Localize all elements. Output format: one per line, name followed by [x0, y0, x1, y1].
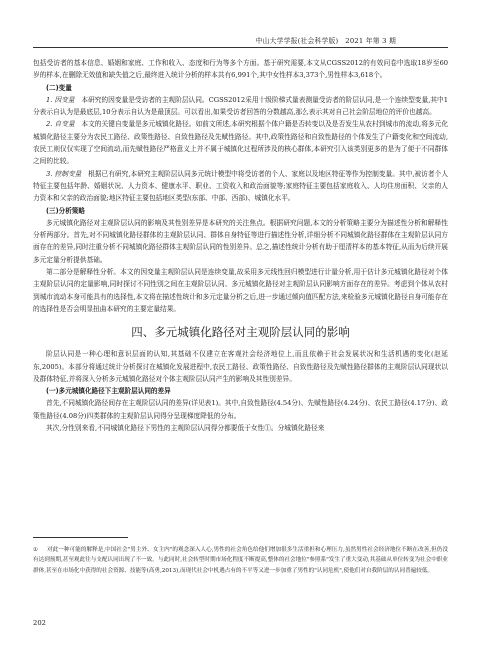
main-content [33, 57, 448, 434]
text-dependent-variable: 本研究的因变量是受访者的主观阶层认同。CGSS2012采用十级阶梯式量表测量受访者的阶层认同,是一个连续型变量,其中1分表示自认为是最底层,10分表示自认为是最顶层。可以看出,如果受访者回答的分数越高,那么表示其对自己社会阶层地位的评价也越高。 [33, 95, 448, 117]
paragraph-differences: 首先,不同城镇化路径间存在主观阶层认同的差异(详见表1)。其中,自致性路径(4.54分)、先赋性路径(4.24分)、农民工路径(4.17分)、政策性路径(4.08分)四类群体的主观阶层认同得分呈现梯度降低的分布。 [33, 399, 448, 420]
header-divider [33, 47, 448, 48]
page-number: 202 [33, 619, 46, 627]
text-independent-variable: 本文的关键自变量是多元城镇化路径。如前文所述,本研究根据个体户籍是否转变以及是否发生从农村到城市的流动,将多元化城镇化路径主要分为农民工路径、政策性路径、自致性路径及先赋性路径。其中,政策性路径和自致性路径的个体发生了户籍变化和空间流动,农民工则仅仅实现了空间流动,而先赋性路径严格意义上并不属于城镇化过程所涉及的核心群体,本研究引入该类别更多的是为了便于不同群体之间的比较。 [33, 120, 449, 166]
running-header: 中山大学学报(社会科学版) 2021 年第 3 期 [255, 37, 396, 45]
lead-independent-variable: 2. 自变量 [46, 120, 75, 129]
paragraph-section-intro: 阶层认同是一种心理和意识层面的认知,其基础不仅建立在客观社会经济地位上,而且依赖于社会发展状况和生活机遇的变化(赵延东,2005)。本部分将通过统计分析探讨在城镇化发展进程中,农民工路径、政策性路径、自致性路径及先赋性路径群体的主观阶层认同现状以及群体特征,并将深入分析多元城镇化路径对个体主观阶层认同产生的影响及其性别差异。 [33, 350, 448, 383]
paragraph-gender: 其次,分性别来看,不同城镇化路径下男性的主观阶层认同得分都要低于女性①。分城镇化路径来 [46, 424, 325, 433]
lead-dependent-variable: 1. 因变量 [46, 95, 75, 104]
footnote [33, 545, 448, 576]
paragraph-strategy-1: 多元城镇化路径对主观阶层认同的影响及其性别差异是本研究的关注焦点。根据研究问题,本文的分析策略主要分为描述性分析和解释性分析两部分。首先,对不同城镇化路径群体的主观阶层认同、群体自身特征等进行描述性分析,详细分析不同城镇化路径群体在主观阶层认同方面存在的差异,同时注重分析不同城镇化路径群体主观阶层认同的性别差异。总之,描述性统计分析有助于厘清样本的基本特征,从而为后续开展多元定量分析提供基础。 [33, 218, 448, 264]
paragraph-dependent-variable [33, 94, 448, 119]
subheading-differences: (一)多元城镇化路径下主观阶层认同的差异 [46, 387, 171, 396]
paragraph-control-variables [33, 168, 448, 205]
section-title: 四、多元城镇化路径对主观阶层认同的影响 [131, 325, 350, 340]
paragraph-sample: 包括受访者的基本信息、婚姻和家庭、工作和收入、态度和行为等多个方面。基于研究需要,本文从CGSS2012的有效问卷中选取18岁至60岁的样本,在删除无效值和缺失值之后,最终进入统计分析的样本共有6,991个,其中女性样本3,373个,男性样本3,618个。 [33, 59, 448, 80]
text-control-variables: 根据已有研究,本研究主观阶层认同多元统计模型中将受访者的个人、家庭以及地区特征等作为控制变量。其中,被访者个人特征主要包括年龄、婚姻状况、人力资本、健康水平、职业、工资收入和政治面貌等;家庭特征主要包括家庭收入、人均住房面积、父亲的人力资本和父亲的政治面貌;地区特征主要包括地区类型(东部、中部、西部)、城镇化水平。 [33, 169, 449, 203]
footnote-text: 对此一种可能的解释是,中国社会"男主外、女主内"的观念深入人心,男性的社会角色给他们增加很多生活重担和心理压力,虽然男性社会经济地位不断在改善,但仍没有达到预期,甚至观此往与支配认同出现了不一致。与此同时,社会转型时期市场化程度不断提高,整体的社会地位"参照系"发生了重大变动,其基础从单位转变为社会中职业群体,甚至在市场化中获得的社会资源、技能等(高勇,2013),而现代社会中机遇占有的不平等又进一步加重了男性的"认同危机",使他们对自我阶层的认同普遍较低。 [33, 547, 449, 574]
footnote-divider [33, 537, 128, 538]
subheading-variables: (二)变量 [46, 83, 72, 92]
footnote-mark: ① [33, 547, 39, 553]
paragraph-independent-variable [33, 118, 448, 167]
paragraph-strategy-2: 第二部分是解释性分析。本文的因变量主观阶层认同是连续变量,故采用多元线性回归模型进行计量分析,用于估计多元城镇化路径对个体主观阶层认同的定量影响,同时探讨不同性别之间在主观阶层认同、多元城镇化路径对主观阶层认同影响方面存在的差异。考虑到个体从农村到城市流动本身可能具有的选择性,本文将在描述性统计和多元定量分析之后,进一步通过倾向值匹配方法,来检验多元城镇化路径自身可能存在的选择性是否会明显扭曲本研究的主要定量结果。 [33, 268, 448, 313]
lead-control-variables: 3. 控制变量 [46, 169, 82, 178]
subheading-strategy: (三)分析策略 [46, 206, 85, 215]
